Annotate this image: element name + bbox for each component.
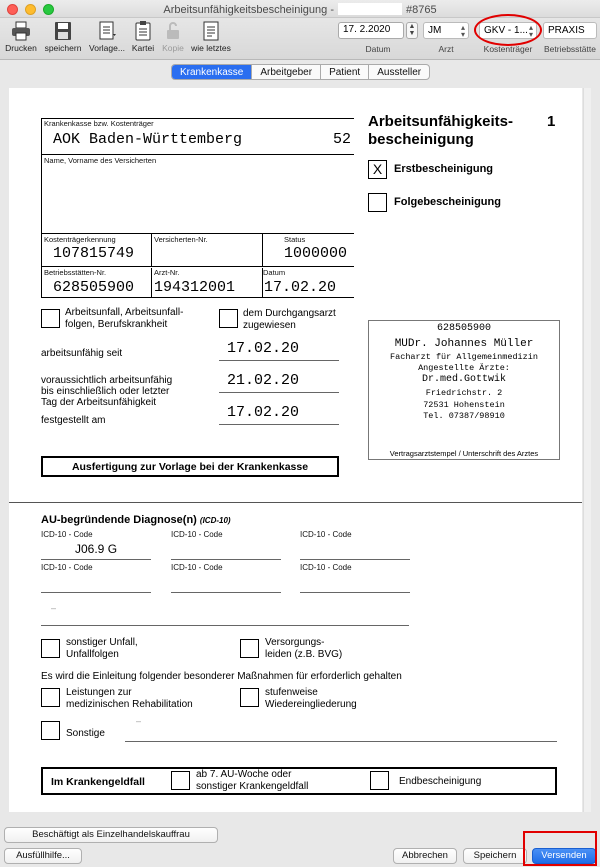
- final-cert-checkbox[interactable]: [370, 771, 389, 790]
- other-accident-label-2: Unfallfolgen: [66, 649, 119, 660]
- divider: [41, 154, 354, 155]
- form-date-label: Datum: [263, 268, 286, 277]
- print-button[interactable]: [4, 20, 38, 53]
- sick-pay-label: Im Krankengeldfall: [51, 776, 145, 788]
- status-label: Status: [284, 235, 306, 244]
- diagnosis-heading-text: AU-begründende Diagnose(n): [41, 514, 197, 526]
- as-last-label: wie letztes: [191, 43, 231, 53]
- stamp-employed-name: Dr.med.Gottwik: [421, 374, 506, 385]
- tab-bar: [171, 64, 430, 80]
- payer-highlight-ellipse: [474, 14, 542, 46]
- until-label-3: Tag der Arbeitsunfähigkeit: [41, 397, 157, 408]
- sick-pay-week7-label-1: ab 7. AU-Woche oder: [196, 769, 292, 780]
- date-field[interactable]: 17. 2.2020: [338, 22, 404, 39]
- unable-since-value[interactable]: 17.02.20: [227, 340, 300, 357]
- template-document-icon: [97, 20, 117, 42]
- rehab-label-1: Leistungen zur: [66, 687, 132, 698]
- stamp-doctor-name: MUDr. Johannes Müller: [394, 338, 534, 350]
- insurer-label: Krankenkasse bzw. Kostenträger: [44, 119, 154, 128]
- reintegration-label-1: stufenweise: [265, 687, 318, 698]
- other-measures-line[interactable]: [125, 741, 557, 742]
- send-highlight-rect: [523, 831, 597, 866]
- other-measures-checkbox[interactable]: [41, 721, 60, 740]
- supply-condition-checkbox[interactable]: [240, 639, 259, 658]
- other-accident-label-1: sonstiger Unfall,: [66, 637, 138, 648]
- icd-underline-4: [41, 592, 151, 593]
- payer-label: Kostenträger: [483, 44, 533, 54]
- document-repeat-icon: [201, 20, 221, 42]
- reintegration-label-2: Wiedereingliederung: [265, 699, 357, 710]
- status-value[interactable]: 1000000: [284, 245, 348, 262]
- transit-doctor-checkbox[interactable]: [219, 309, 238, 328]
- work-accident-checkbox[interactable]: [41, 309, 60, 328]
- save-toolbar-button[interactable]: [43, 20, 83, 53]
- doctor-no-label: Arzt-Nr.: [154, 268, 180, 277]
- payer-select-value: GKV - 1...: [484, 25, 528, 36]
- tab-issuer[interactable]: Aussteller: [377, 67, 422, 78]
- site-no-value[interactable]: 628505900: [53, 279, 135, 296]
- tab-insurer[interactable]: Krankenkasse: [172, 65, 252, 79]
- other-measures-placeholder: –: [136, 716, 142, 726]
- work-accident-label-1: Arbeitsunfall, Arbeitsunfall-: [65, 307, 184, 318]
- copy-for-insurer-label: Ausfertigung zur Vorlage bei der Krankenkasse: [71, 461, 309, 473]
- site-label: Betriebsstätte: [544, 44, 596, 54]
- form-heading-line-2: bescheinigung: [368, 131, 474, 148]
- window-title-suffix: #8765: [406, 4, 437, 16]
- stamp-site-no: 628505900: [436, 323, 491, 334]
- supply-condition-label-2: leiden (z.B. BVG): [265, 649, 343, 660]
- underline: [219, 424, 339, 425]
- icd-label-6: ICD-10 - Code: [300, 563, 352, 572]
- sick-pay-week7-checkbox[interactable]: [171, 771, 190, 790]
- stamp-city: 72531 Hohenstein: [423, 400, 505, 410]
- redacted-patient-name: [338, 3, 402, 15]
- divider: [41, 266, 354, 267]
- icd-label-4: ICD-10 - Code: [41, 563, 93, 572]
- templates-button[interactable]: [87, 20, 127, 53]
- copy-button[interactable]: [160, 20, 186, 53]
- icd-underline-2: [171, 559, 281, 560]
- date-label: Datum: [365, 44, 391, 54]
- divider: [41, 233, 354, 234]
- underline: [219, 360, 339, 361]
- transit-doctor-label-1: dem Durchgangsarzt: [243, 308, 336, 319]
- clipboard-icon: [133, 20, 153, 42]
- doctor-label: Arzt: [438, 44, 454, 54]
- form-copy-number: 1: [547, 113, 556, 130]
- until-label-2: bis einschließlich oder letzter: [41, 386, 170, 397]
- tab-patient[interactable]: Patient: [321, 65, 369, 79]
- insurer-value[interactable]: AOK Baden-Württemberg: [53, 131, 243, 148]
- print-label: Drucken: [5, 43, 37, 53]
- icd-label-5: ICD-10 - Code: [171, 563, 223, 572]
- icd-label-1: ICD-10 - Code: [41, 530, 93, 539]
- followup-cert-checkbox[interactable]: [368, 193, 387, 212]
- file-card-label: Kartei: [131, 43, 155, 53]
- icd-underline-5: [171, 592, 281, 593]
- au-form-page: [9, 88, 582, 812]
- icd-value-1[interactable]: J06.9 G: [75, 542, 118, 556]
- stamp-phone: Tel. 07387/98910: [423, 411, 505, 421]
- first-cert-checkbox[interactable]: X: [368, 160, 387, 179]
- as-last-button[interactable]: [189, 20, 233, 53]
- icd-label-2: ICD-10 - Code: [171, 530, 223, 539]
- first-cert-label: Erstbescheinigung: [394, 163, 494, 175]
- site-select-value: PRAXIS: [548, 25, 585, 36]
- divider: [151, 233, 152, 266]
- measures-text: Es wird die Einleitung folgender besonderer Maßnahmen für erforderlich gehalten: [41, 671, 402, 682]
- other-accident-checkbox[interactable]: [41, 639, 60, 658]
- rehab-checkbox[interactable]: [41, 688, 60, 707]
- file-card-button[interactable]: [130, 20, 156, 53]
- reintegration-checkbox[interactable]: [240, 688, 259, 707]
- save-toolbar-label: speichern: [44, 43, 82, 53]
- until-label-1: voraussichtlich arbeitsunfähig: [41, 375, 173, 386]
- supply-condition-label-1: Versorgungs-: [265, 637, 325, 648]
- insurer-suffix: 52: [333, 131, 352, 148]
- name-label: Name, Vorname des Versicherten: [44, 156, 157, 165]
- rehab-label-2: medizinischen Rehabilitation: [66, 699, 193, 710]
- found-value[interactable]: 17.02.20: [227, 404, 300, 421]
- printer-icon: [11, 20, 31, 42]
- sick-pay-week7-label-2: sonstiger Krankengeldfall: [196, 781, 309, 792]
- divider: [151, 268, 152, 298]
- divider: [262, 233, 263, 266]
- stamp-employed: Angestellte Ärzte:: [418, 363, 510, 373]
- chevron-up-down-icon: ▴ ▾: [528, 23, 533, 39]
- form-date-value[interactable]: 17.02.20: [264, 279, 337, 296]
- floppy-disk-icon: [53, 20, 73, 42]
- help-button[interactable]: Ausfüllhilfe...: [4, 848, 82, 864]
- templates-label: Vorlage...: [89, 43, 125, 53]
- send-button[interactable]: Versenden: [532, 848, 596, 864]
- doctor-select-value: JM: [428, 25, 442, 36]
- work-accident-label-2: folgen, Berufskrankheit: [65, 319, 168, 330]
- unable-since-label: arbeitsunfähig seit: [41, 348, 123, 359]
- stamp-caption: Vertragsarztstempel / Unterschrift des Arztes: [389, 449, 539, 458]
- doctor-select[interactable]: [423, 22, 469, 39]
- until-value[interactable]: 21.02.20: [227, 372, 300, 389]
- divider: [262, 268, 263, 298]
- cancel-button[interactable]: Abbrechen: [393, 848, 457, 864]
- stamp-street: Friedrichstr. 2: [425, 388, 503, 398]
- site-select[interactable]: [543, 22, 597, 39]
- tab-employer[interactable]: Arbeitgeber: [252, 65, 321, 79]
- payer-id-label: Kostenträgerkennung: [44, 235, 116, 244]
- doctor-no-value[interactable]: 194312001: [154, 279, 236, 296]
- section-divider: [9, 502, 582, 503]
- diagnosis-text-placeholder: –: [51, 603, 57, 613]
- payer-id-value[interactable]: 107815749: [53, 245, 135, 262]
- diagnosis-text-line[interactable]: [41, 625, 409, 626]
- save-button[interactable]: Speichern: [463, 848, 527, 864]
- icd-underline-3: [300, 559, 410, 560]
- form-heading-line-1: Arbeitsunfähigkeits-: [368, 113, 514, 130]
- icd-label-3: ICD-10 - Code: [300, 530, 352, 539]
- icd-underline-6: [300, 592, 410, 593]
- window-title-prefix: Arbeitsunfähigkeitsbescheinigung -: [163, 4, 334, 16]
- other-measures-label: Sonstige: [66, 728, 105, 739]
- followup-cert-label: Folgebescheinigung: [394, 196, 501, 208]
- occupation-button[interactable]: Beschäftigt als Einzelhandelskauffrau: [4, 827, 218, 843]
- underline: [219, 392, 339, 393]
- form-scrollbar[interactable]: [583, 88, 591, 812]
- final-cert-label: Endbescheinigung: [399, 776, 482, 787]
- lock-icon: [163, 20, 183, 42]
- diagnosis-code-system: (ICD-10): [199, 516, 231, 525]
- diagnosis-heading: [41, 514, 231, 526]
- stamp-specialty: Facharzt für Allgemeinmedizin: [390, 352, 538, 362]
- copy-label: Kopie: [162, 43, 184, 53]
- transit-doctor-label-2: zugewiesen: [243, 320, 296, 331]
- chevron-up-down-icon: ▴ ▾: [460, 23, 465, 39]
- icd-underline-1: [41, 559, 151, 560]
- date-stepper[interactable]: ▲ ▼: [406, 22, 418, 39]
- site-no-label: Betriebsstätten-Nr.: [44, 268, 107, 277]
- insured-no-label: Versicherten-Nr.: [154, 235, 208, 244]
- found-label: festgestellt am: [41, 415, 106, 426]
